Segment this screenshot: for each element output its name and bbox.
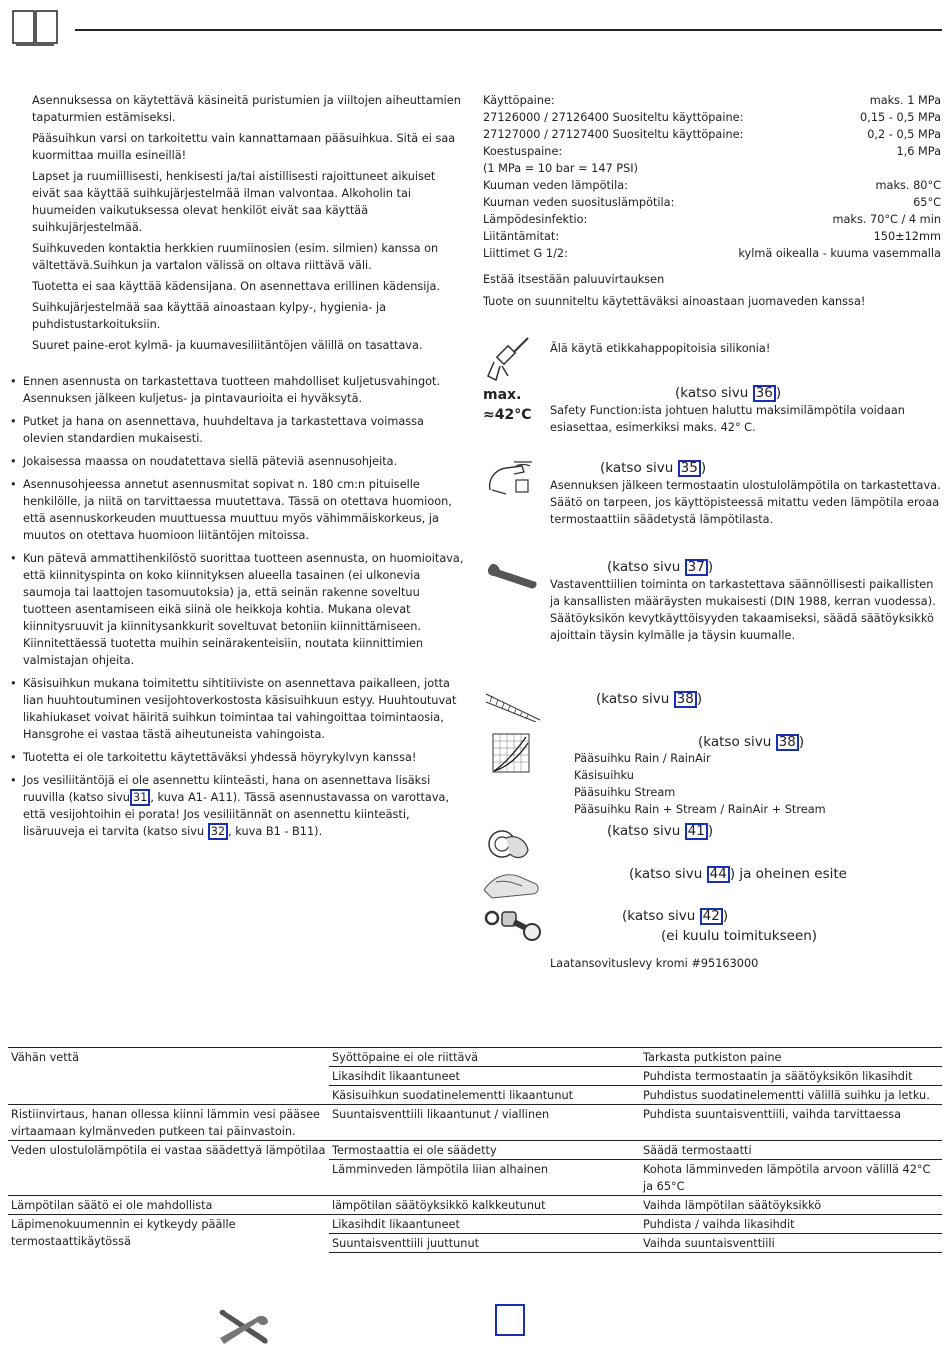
safety-notes (32, 92, 462, 358)
safety-function-ref: (katso sivu 36 ) (675, 385, 782, 401)
table-row: Käsisuihkun suodatinelementti likaantunut Puhdistus suodatinelementti välillä suihku ja letku. (8, 1086, 942, 1105)
flow-graph-icon (492, 733, 530, 773)
safety-note: Suuret paine-erot kylmä- ja kuumavesiliitäntöjen välillä on tasattava. (32, 339, 423, 352)
installation-note: • Ennen asennusta on tarkastettava tuotteen mahdolliset kuljetusvahingot. Asennuksen jälkeen kuljetus- ja pintavaurioita ei hyväksytä. (10, 373, 465, 407)
flow-list (574, 750, 934, 818)
flow-list-item: Käsisuihku (574, 769, 634, 782)
handle-icon (486, 824, 532, 864)
backflow-note: Estää itsestään paluuvirtauksen (483, 273, 665, 286)
page-ref-link[interactable]: 38 (674, 691, 697, 708)
flow-list-item: Pääsuihku Stream (574, 786, 676, 799)
wrench-icon (484, 562, 540, 592)
adjustment-text: Asennuksen jälkeen termostaatin ulostulolämpötila on tarkastettava. Säätö on tarpeen, jos käyttöpisteessä mitattu veden lämpötila eroaa termostaattiin säädetystä lämpötilasta. (550, 479, 941, 526)
safety-note: Asennuksessa on käytettävä käsineitä puristumien ja viiltojen aiheuttamien tapaturmien estämiseksi. (32, 94, 461, 124)
safety-note: Tuotetta ei saa käyttää kädensijana. On asennettava erillinen kädensija. (32, 280, 441, 293)
installation-note: • Kun pätevä ammattihenkilöstö suorittaa tuotteen asennusta, on huomioitava, että kiinnityspinta on koko kiinnityksen alueella tasainen (ei ulkonevia saumoja tai laattojen tasomuutoksia) ja, että seinän rakenne soveltuu tuotteen asentamiseen eikä siinä ole heikkoja kohtia. Mukana olevat kiinnitysruuvit ja kiinnitysankkurit soveltuvat betoniin kiinnittämiseen. Kiinnitettäessä tuotetta muihin seinärakenteisiin, noutata kiinnittimien valmistajan ohjeita. (10, 550, 465, 669)
tech-row: Käyttöpaine: maks. 1 MPa (483, 94, 941, 107)
technical-data (483, 92, 941, 310)
handle-ref: (katso sivu 41 ) (607, 823, 714, 839)
tech-row: (1 MPa = 10 bar = 147 PSI) (483, 162, 639, 175)
flow-list-item: Pääsuihku Rain + Stream / RainAir + Stream (574, 803, 826, 816)
not-supplied-note: (ei kuulu toimitukseen) (661, 928, 818, 944)
max-label: max. ≈42°C (483, 387, 532, 423)
page-ref-link[interactable]: 38 (776, 734, 799, 751)
installation-note: • Asennusohjeessa annetut asennusmitat sopivat n. 180 cm:n pituiselle henkilölle, ja niitä on tarvittaessa muutettava. Tässä on otettava huomioon, että asennuskorkeuden muuttuessa muuttuu myös vähimmäiskorkeus, ja muutos on otettava huomioon liitäntöjen mitoissa. (10, 476, 465, 544)
page-ref-link[interactable]: 36 (753, 385, 776, 402)
cleaning-hand-icon (482, 868, 544, 900)
maintenance-text: Vastaventtiilien toiminta on tarkastettava säännöllisesti paikallisten ja kansallisten määräysten mukaisesti (DIN 1988, kerran vuodessa). Säätöyksikön kevytkäyttöisyyden takaamiseksi, säädä säätöyksikkö ajoittain täysin kylmälle ja täysin kuumalle. (550, 578, 936, 642)
fault-table (8, 1047, 942, 1253)
tech-row: Koestuspaine: 1,6 MPa (483, 145, 941, 158)
page-ref-link[interactable]: 37 (685, 559, 708, 576)
table-row: Suuntaisventtiili juuttunut Vaihda suuntaisventtiili (8, 1234, 942, 1253)
drinking-water-note: Tuote on suunniteltu käytettäväksi ainoastaan juomaveden kanssa! (483, 295, 866, 308)
table-row: Lämminveden lämpötila liian alhainen Kohota lämminveden lämpötila arvoon välillä 42°C ja 65°C (8, 1160, 942, 1196)
page-ref-link[interactable]: 42 (700, 908, 723, 925)
cleaning-ref: (katso sivu 44 ) ja oheinen esite (629, 866, 847, 882)
ruler-icon (484, 692, 542, 722)
safety-note: Suihkujärjestelmää saa käyttää ainoastaan kylpy-, hygienia- ja puhdistustarkoituksiin. (32, 301, 387, 331)
book-icon (12, 8, 58, 46)
tools-icon (216, 1308, 272, 1348)
header-rule (75, 29, 942, 31)
table-row: Lämpötilan säätö ei ole mahdollista lämpötilan säätöyksikkö kalkkeutunut Vaihda lämpötilan säätöyksikkö (8, 1196, 942, 1215)
tech-row: Liitäntämitat: 150±12mm (483, 230, 941, 243)
page-ref-link[interactable]: 41 (685, 823, 708, 840)
table-row: Vähän vettä Syöttöpaine ei ole riittävä Tarkasta putkiston paine (8, 1048, 942, 1067)
installation-note-fixing: • Jos vesiliitäntöjä ei ole asennettu kiinteästi, hana on asennettava lisäksi ruuvilla (katso sivu 31 , kuva A1- A11). Tässä asennustavassa on varottava, että vesijohtoihin ei porata! Jos vesiliitännät on asennettu kiinteästi, lisäruuveja ei tarvita (katso sivu 32 , kuva B1 - B11). (10, 772, 465, 840)
page-number-box (495, 1304, 525, 1336)
tile-plate-note: Laatansovituslevy kromi #95163000 (550, 957, 759, 970)
maintenance-ref: (katso sivu 37 ) (607, 559, 714, 575)
tech-row: 27126000 / 27126400 Suositeltu käyttöpaine: 0,15 - 0,5 MPa (483, 111, 941, 124)
thermostat-hand-icon (486, 460, 536, 498)
safety-note: Lapset ja ruumiillisesti, henkisesti ja/tai aistillisesti rajoittuneet aikuiset eivät saa käyttää suihkujärjestelmää ilman valvontaa. Alkoholin tai huumeiden vaikutuksessa olevat henkilöt eivät saa käyttää suihkujärjestelmää. (32, 170, 436, 234)
safety-note: Pääsuihkun varsi on tarkoitettu vain kannattamaan pääsuihkua. Sitä ei saa kuormittaa muilla esineillä! (32, 132, 456, 162)
installation-note: • Jokaisessa maassa on noudatettava siellä päteviä asennusohjeita. (10, 453, 465, 470)
installation-notes (10, 373, 465, 846)
silicone-warning: Älä käytä etikkahappopitoisia silikonia! (550, 342, 771, 355)
installation-note: • Putket ja hana on asennettava, huuhdeltava ja tarkastettava voimassa olevien standardien mukaisesti. (10, 413, 465, 447)
table-row: Ristiinvirtaus, hanan ollessa kiinni lämmin vesi pääsee virtaamaan kylmänveden putkeen tai päinvastoin. Suuntaisventtiili likaantunut / viallinen Puhdista suuntaisventtiili, vaihda tarvittaessa (8, 1105, 942, 1141)
flow-ref: (katso sivu 38 ) (698, 734, 805, 750)
tech-row: Kuuman veden suosituslämpötila: 65°C (483, 196, 941, 209)
table-row: Läpimenokuumennin ei kytkeydy päälle termostaattikäytössä Likasihdit likaantuneet Puhdista / vaihda likasihdit (8, 1215, 942, 1234)
tech-row: Kuuman veden lämpötila: maks. 80°C (483, 179, 941, 192)
spare-parts-ref: (katso sivu 42 ) (622, 908, 729, 924)
installation-note: • Käsisuihkun mukana toimitettu sihtitiiviste on asennettava paikalleen, jotta lian huuhtoutuminen vesijohtoverkostosta käsisuihkuun estyy. Huuhtoutuvat likahiukaset voivat häiritä suihkun toimintaa tai vahingoittaa toimintaosia, Hansgrohe ei vastaa tästä aiheutuneista vahingoista. (10, 675, 465, 743)
tech-row: Lämpödesinfektio: maks. 70°C / 4 min (483, 213, 941, 226)
page-ref-link[interactable]: 31 (130, 789, 150, 806)
page-ref-link[interactable]: 32 (208, 823, 228, 840)
installation-note: • Tuotetta ei ole tarkoitettu käytettäväksi yhdessä höyrykylvyn kanssa! (10, 749, 465, 766)
safety-function-text: Safety Function:ista johtuen haluttu maksimilämpötila voidaan esiasettaa, esimerkiksi maks. 42° C. (550, 404, 905, 434)
flow-list-item: Pääsuihku Rain / RainAir (574, 752, 711, 765)
table-row: Likasihdit likaantuneet Puhdista termostaatin ja säätöyksikön likasihdit (8, 1067, 942, 1086)
tech-row: Liittimet G 1/2: kylmä oikealla - kuuma vasemmalla (483, 247, 941, 260)
dimensions-ref: (katso sivu 38 ) (596, 691, 703, 707)
spare-parts-icon (484, 906, 544, 942)
safety-note: Suihkuveden kontaktia herkkien ruumiinosien (esim. silmien) kanssa on vältettävä.Suihkun ja vartalon välissä on oltava riittävä väli. (32, 242, 439, 272)
tech-row: 27127000 / 27127400 Suositeltu käyttöpaine: 0,2 - 0,5 MPa (483, 128, 941, 141)
page-ref-link[interactable]: 44 (707, 866, 730, 883)
page-ref-link[interactable]: 35 (678, 460, 701, 477)
silicone-gun-icon (484, 336, 530, 384)
table-row: Veden ulostulolämpötila ei vastaa säädettyä lämpötilaa Termostaattia ei ole säädetty Säädä termostaatti (8, 1141, 942, 1160)
adjustment-ref: (katso sivu 35 ) (600, 460, 707, 476)
